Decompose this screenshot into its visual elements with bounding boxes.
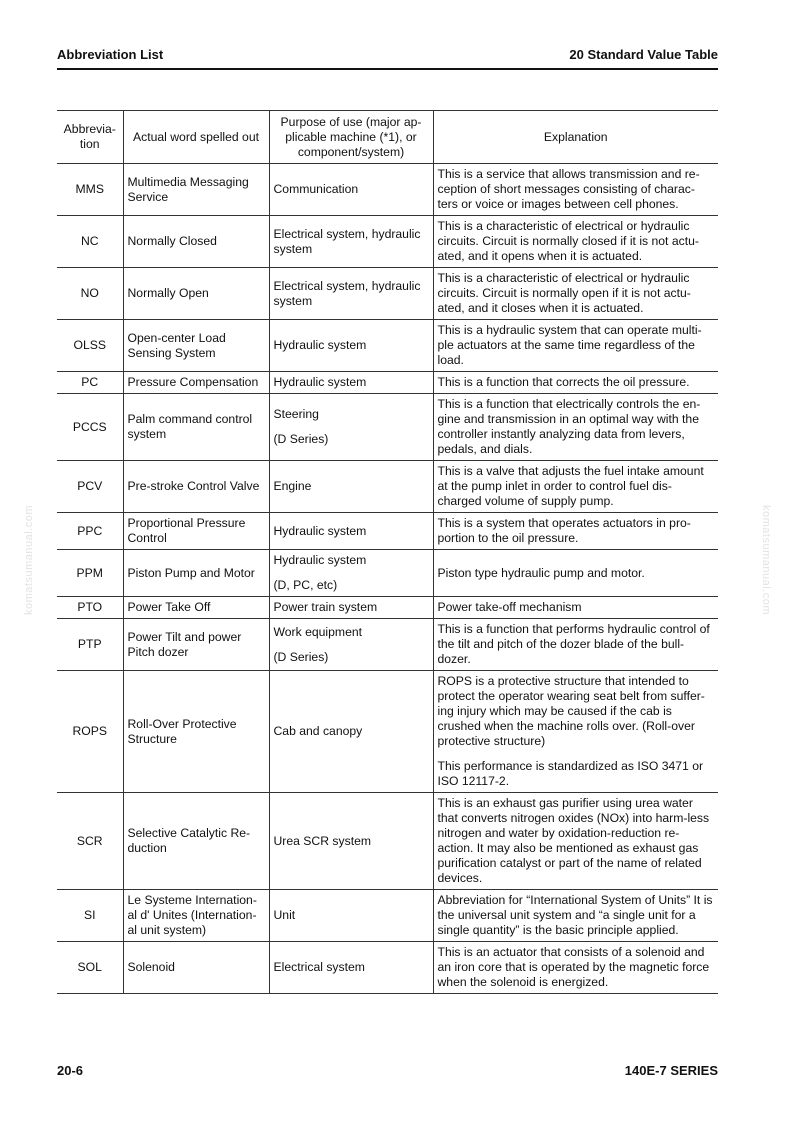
purpose-cell xyxy=(269,461,433,513)
table-row xyxy=(57,513,718,550)
purpose-cell xyxy=(269,597,433,619)
purpose-cell xyxy=(269,513,433,550)
watermark-right: komatsumanual.com xyxy=(760,505,772,615)
col-header-purpose: Purpose of use (major ap-plicable machine (*1), or component/system) xyxy=(269,111,433,164)
abbreviation-cell: MMS xyxy=(57,164,123,216)
actual-word-cell: Power Take Off xyxy=(123,597,269,619)
explanation-text: Piston type hydraulic pump and motor. xyxy=(437,565,645,580)
actual-word-cell: Pressure Compensation xyxy=(123,372,269,394)
explanation-cell xyxy=(433,513,718,550)
abbreviation-cell: ROPS xyxy=(57,671,123,793)
explanation-cell xyxy=(433,372,718,394)
table-row xyxy=(57,216,718,268)
actual-word-cell: Normally Closed xyxy=(123,216,269,268)
table-row xyxy=(57,550,718,597)
explanation-text: Power take-off mechanism xyxy=(437,600,582,614)
actual-word-cell: Piston Pump and Motor xyxy=(123,550,269,597)
explanation-text: This is an actuator that consists of a solenoid and an iron core that is operated by the magnetic force when the solenoid is energized. xyxy=(437,945,710,989)
series-name: 140E-7 SERIES xyxy=(624,1063,718,1078)
purpose-cell xyxy=(269,164,433,216)
explanation-text: Abbreviation for “International System of Units” It is the universal unit system and “a single unit for a single quantity” is the basic principle applied. xyxy=(437,893,713,937)
explanation-text: This is a function that performs hydraulic control of the tilt and pitch of the dozer blade of the bull-dozer. xyxy=(437,622,710,666)
col-header-actual-word: Actual word spelled out xyxy=(123,111,269,164)
purpose-cell xyxy=(269,320,433,372)
abbreviation-cell: PC xyxy=(57,372,123,394)
purpose-text: Engine xyxy=(273,479,312,493)
table-row xyxy=(57,671,718,793)
abbreviation-cell: PPC xyxy=(57,513,123,550)
purpose-cell xyxy=(269,268,433,320)
abbreviation-cell: PCV xyxy=(57,461,123,513)
abbreviation-cell: NO xyxy=(57,268,123,320)
explanation-text: This performance is standardized as ISO 3471 or ISO 12117-2. xyxy=(437,759,704,788)
table-row xyxy=(57,461,718,513)
purpose-cell xyxy=(269,942,433,994)
explanation-text: This is an exhaust gas purifier using urea water that converts nitrogen oxides (NOx) into harm-less nitrogen and water by oxidation-reduction re-action. It may also be mentioned as exhaust gas purification catalyst or part of the name of related devices. xyxy=(437,796,710,885)
actual-word-cell: Open-center Load Sensing System xyxy=(123,320,269,372)
explanation-text: This is a service that allows transmission and re-ception of short messages consisting of charac-ters or voice or images between cell phones. xyxy=(437,167,700,211)
abbreviation-cell: PPM xyxy=(57,550,123,597)
purpose-cell xyxy=(269,372,433,394)
actual-word-cell: Multimedia Messaging Service xyxy=(123,164,269,216)
purpose-text: Steering xyxy=(273,407,319,421)
actual-word-cell: Proportional Pressure Control xyxy=(123,513,269,550)
purpose-text: Communication xyxy=(273,182,359,196)
explanation-text: This is a characteristic of electrical or hydraulic circuits. Circuit is normally open if it is not actu-ated, and it closes when it is actuated. xyxy=(437,271,691,315)
purpose-text: (D Series) xyxy=(273,432,329,446)
purpose-text: (D Series) xyxy=(273,649,329,664)
explanation-cell xyxy=(433,164,718,216)
explanation-text: ROPS is a protective structure that intended to protect the operator wearing seat belt from suffer-ing injury which may be caused if the cab is crushed when the machine rolls over. (Roll-over protective structure) xyxy=(437,674,705,748)
abbreviation-table xyxy=(57,110,718,994)
table-row xyxy=(57,597,718,619)
purpose-text: (D, PC, etc) xyxy=(273,578,338,592)
purpose-text: Hydraulic system xyxy=(273,523,367,538)
page-header xyxy=(57,47,718,70)
page-number: 20-6 xyxy=(57,1063,84,1078)
purpose-cell xyxy=(269,793,433,890)
purpose-cell xyxy=(269,216,433,268)
explanation-text: This is a characteristic of electrical or hydraulic circuits. Circuit is normally closed if it is not actu-ated, and it opens when it is actuated. xyxy=(437,219,699,263)
table-row xyxy=(57,942,718,994)
purpose-cell xyxy=(269,619,433,671)
actual-word-cell: Palm command control system xyxy=(123,394,269,461)
explanation-cell xyxy=(433,394,718,461)
col-header-explanation: Explanation xyxy=(433,111,718,164)
abbreviation-cell: NC xyxy=(57,216,123,268)
purpose-cell xyxy=(269,671,433,793)
abbreviation-cell: PTO xyxy=(57,597,123,619)
explanation-cell xyxy=(433,890,718,942)
explanation-text: This is a hydraulic system that can operate multi-ple actuators at the same time regardless of the load. xyxy=(437,323,702,367)
table-row xyxy=(57,793,718,890)
table-body xyxy=(57,164,718,994)
table-row xyxy=(57,320,718,372)
abbreviation-cell: SCR xyxy=(57,793,123,890)
purpose-cell xyxy=(269,394,433,461)
table-row xyxy=(57,164,718,216)
abbreviation-cell: OLSS xyxy=(57,320,123,372)
table-row xyxy=(57,619,718,671)
table-row xyxy=(57,372,718,394)
explanation-cell xyxy=(433,597,718,619)
explanation-cell xyxy=(433,320,718,372)
actual-word-cell: Selective Catalytic Re-duction xyxy=(123,793,269,890)
explanation-text: This is a valve that adjusts the fuel intake amount at the pump inlet in order to control fuel dis-charged volume of supply pump. xyxy=(437,464,704,508)
abbreviation-cell: SOL xyxy=(57,942,123,994)
abbreviation-cell: PTP xyxy=(57,619,123,671)
purpose-text: Cab and canopy xyxy=(273,724,363,738)
table-row xyxy=(57,268,718,320)
purpose-cell xyxy=(269,550,433,597)
abbreviation-cell: SI xyxy=(57,890,123,942)
actual-word-cell: Solenoid xyxy=(123,942,269,994)
section-title: Abbreviation List xyxy=(57,47,164,62)
watermark-left: komatsumanual.com xyxy=(23,505,35,615)
purpose-text: Unit xyxy=(273,908,296,922)
actual-word-cell: Normally Open xyxy=(123,268,269,320)
actual-word-cell: Power Tilt and power Pitch dozer xyxy=(123,619,269,671)
explanation-cell xyxy=(433,550,718,597)
page-footer xyxy=(57,1063,718,1078)
explanation-cell xyxy=(433,268,718,320)
purpose-text: Power train system xyxy=(273,600,378,614)
explanation-cell xyxy=(433,216,718,268)
table-header-row xyxy=(57,111,718,164)
purpose-text: Urea SCR system xyxy=(273,833,372,848)
abbreviation-cell: PCCS xyxy=(57,394,123,461)
chapter-title: 20 Standard Value Table xyxy=(569,47,718,62)
purpose-text: Electrical system, hydraulic system xyxy=(273,278,421,308)
purpose-text: Electrical system, hydraulic system xyxy=(273,226,421,256)
actual-word-cell: Le Systeme Internation-al d' Unites (Internation-al unit system) xyxy=(123,890,269,942)
purpose-text: Hydraulic system xyxy=(273,338,367,352)
explanation-cell xyxy=(433,619,718,671)
table-row xyxy=(57,394,718,461)
explanation-text: This is a function that corrects the oil pressure. xyxy=(437,375,690,389)
table-row xyxy=(57,890,718,942)
explanation-cell xyxy=(433,461,718,513)
explanation-cell xyxy=(433,671,718,793)
explanation-text: This is a function that electrically controls the en-gine and transmission in an optimal way with the controller instantly analyzing data from levers, pedals, and dials. xyxy=(437,397,701,456)
purpose-cell xyxy=(269,890,433,942)
purpose-text: Work equipment xyxy=(273,624,363,639)
purpose-text: Electrical system xyxy=(273,960,365,974)
explanation-text: This is a system that operates actuators in pro-portion to the oil pressure. xyxy=(437,516,691,545)
purpose-text: Hydraulic system xyxy=(273,375,367,389)
explanation-cell xyxy=(433,793,718,890)
actual-word-cell: Roll-Over Protective Structure xyxy=(123,671,269,793)
purpose-text: Hydraulic system xyxy=(273,553,367,567)
explanation-cell xyxy=(433,942,718,994)
col-header-abbreviation: Abbrevia-tion xyxy=(57,111,123,164)
actual-word-cell: Pre-stroke Control Valve xyxy=(123,461,269,513)
